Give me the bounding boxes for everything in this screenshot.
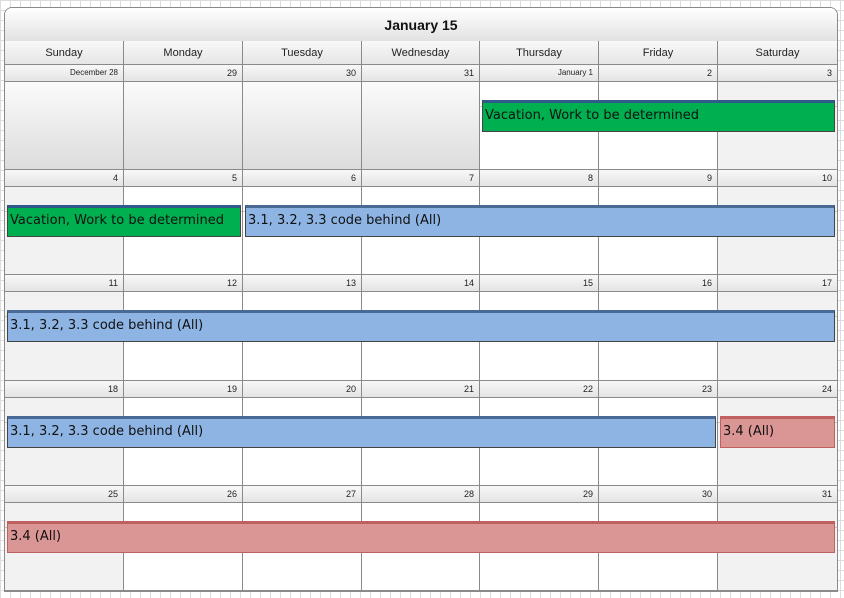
day-number[interactable]: 4 (5, 170, 124, 187)
day-number[interactable]: 21 (362, 381, 480, 398)
day-number[interactable]: 31 (362, 65, 480, 82)
day-number[interactable]: 2 (599, 65, 718, 82)
day-number[interactable]: 6 (243, 170, 362, 187)
day-cell[interactable] (124, 82, 243, 170)
day-number[interactable]: 27 (243, 486, 362, 503)
day-name-header: Wednesday (362, 41, 480, 65)
event-item-3-4-1[interactable]: 3.4 (All) (720, 416, 835, 448)
event-vacation-2[interactable]: Vacation, Work to be determined (7, 205, 241, 237)
day-number[interactable]: 23 (599, 381, 718, 398)
event-vacation-1[interactable]: Vacation, Work to be determined (482, 100, 835, 132)
day-name-header: Tuesday (243, 41, 362, 65)
day-number[interactable]: 20 (243, 381, 362, 398)
day-number[interactable]: 15 (480, 275, 599, 292)
day-number[interactable]: 13 (243, 275, 362, 292)
day-number[interactable]: 3 (718, 65, 837, 82)
day-number[interactable]: 8 (480, 170, 599, 187)
day-number[interactable]: 12 (124, 275, 243, 292)
day-number[interactable]: 18 (5, 381, 124, 398)
event-item-3-4-2[interactable]: 3.4 (All) (7, 521, 835, 553)
day-number[interactable]: 10 (718, 170, 837, 187)
day-name-header: Friday (599, 41, 718, 65)
day-number[interactable]: 14 (362, 275, 480, 292)
day-number[interactable]: 16 (599, 275, 718, 292)
day-number[interactable]: 24 (718, 381, 837, 398)
day-name-header: Monday (124, 41, 243, 65)
month-calendar (4, 7, 838, 592)
day-cell[interactable] (243, 82, 362, 170)
event-code-behind-1[interactable]: 3.1, 3.2, 3.3 code behind (All) (245, 205, 835, 237)
day-number[interactable]: 9 (599, 170, 718, 187)
day-number[interactable]: 5 (124, 170, 243, 187)
event-code-behind-2[interactable]: 3.1, 3.2, 3.3 code behind (All) (7, 310, 835, 342)
day-number[interactable]: 29 (124, 65, 243, 82)
day-number[interactable]: 11 (5, 275, 124, 292)
day-number[interactable]: 17 (718, 275, 837, 292)
day-number[interactable]: 31 (718, 486, 837, 503)
day-number[interactable]: 19 (124, 381, 243, 398)
day-name-header: Saturday (718, 41, 837, 65)
day-cell[interactable] (362, 82, 480, 170)
day-number[interactable]: 26 (124, 486, 243, 503)
day-cell[interactable] (5, 82, 124, 170)
day-number[interactable]: 30 (243, 65, 362, 82)
day-number[interactable]: 7 (362, 170, 480, 187)
day-number[interactable]: 30 (599, 486, 718, 503)
day-number[interactable]: 22 (480, 381, 599, 398)
day-number[interactable]: December 28 (5, 65, 124, 82)
calendar-title: January 15 (5, 8, 837, 42)
event-code-behind-3[interactable]: 3.1, 3.2, 3.3 code behind (All) (7, 416, 716, 448)
day-number[interactable]: 25 (5, 486, 124, 503)
day-number[interactable]: 28 (362, 486, 480, 503)
day-name-header: Sunday (5, 41, 124, 65)
day-number[interactable]: January 1 (480, 65, 599, 82)
day-number[interactable]: 29 (480, 486, 599, 503)
day-name-header: Thursday (480, 41, 599, 65)
